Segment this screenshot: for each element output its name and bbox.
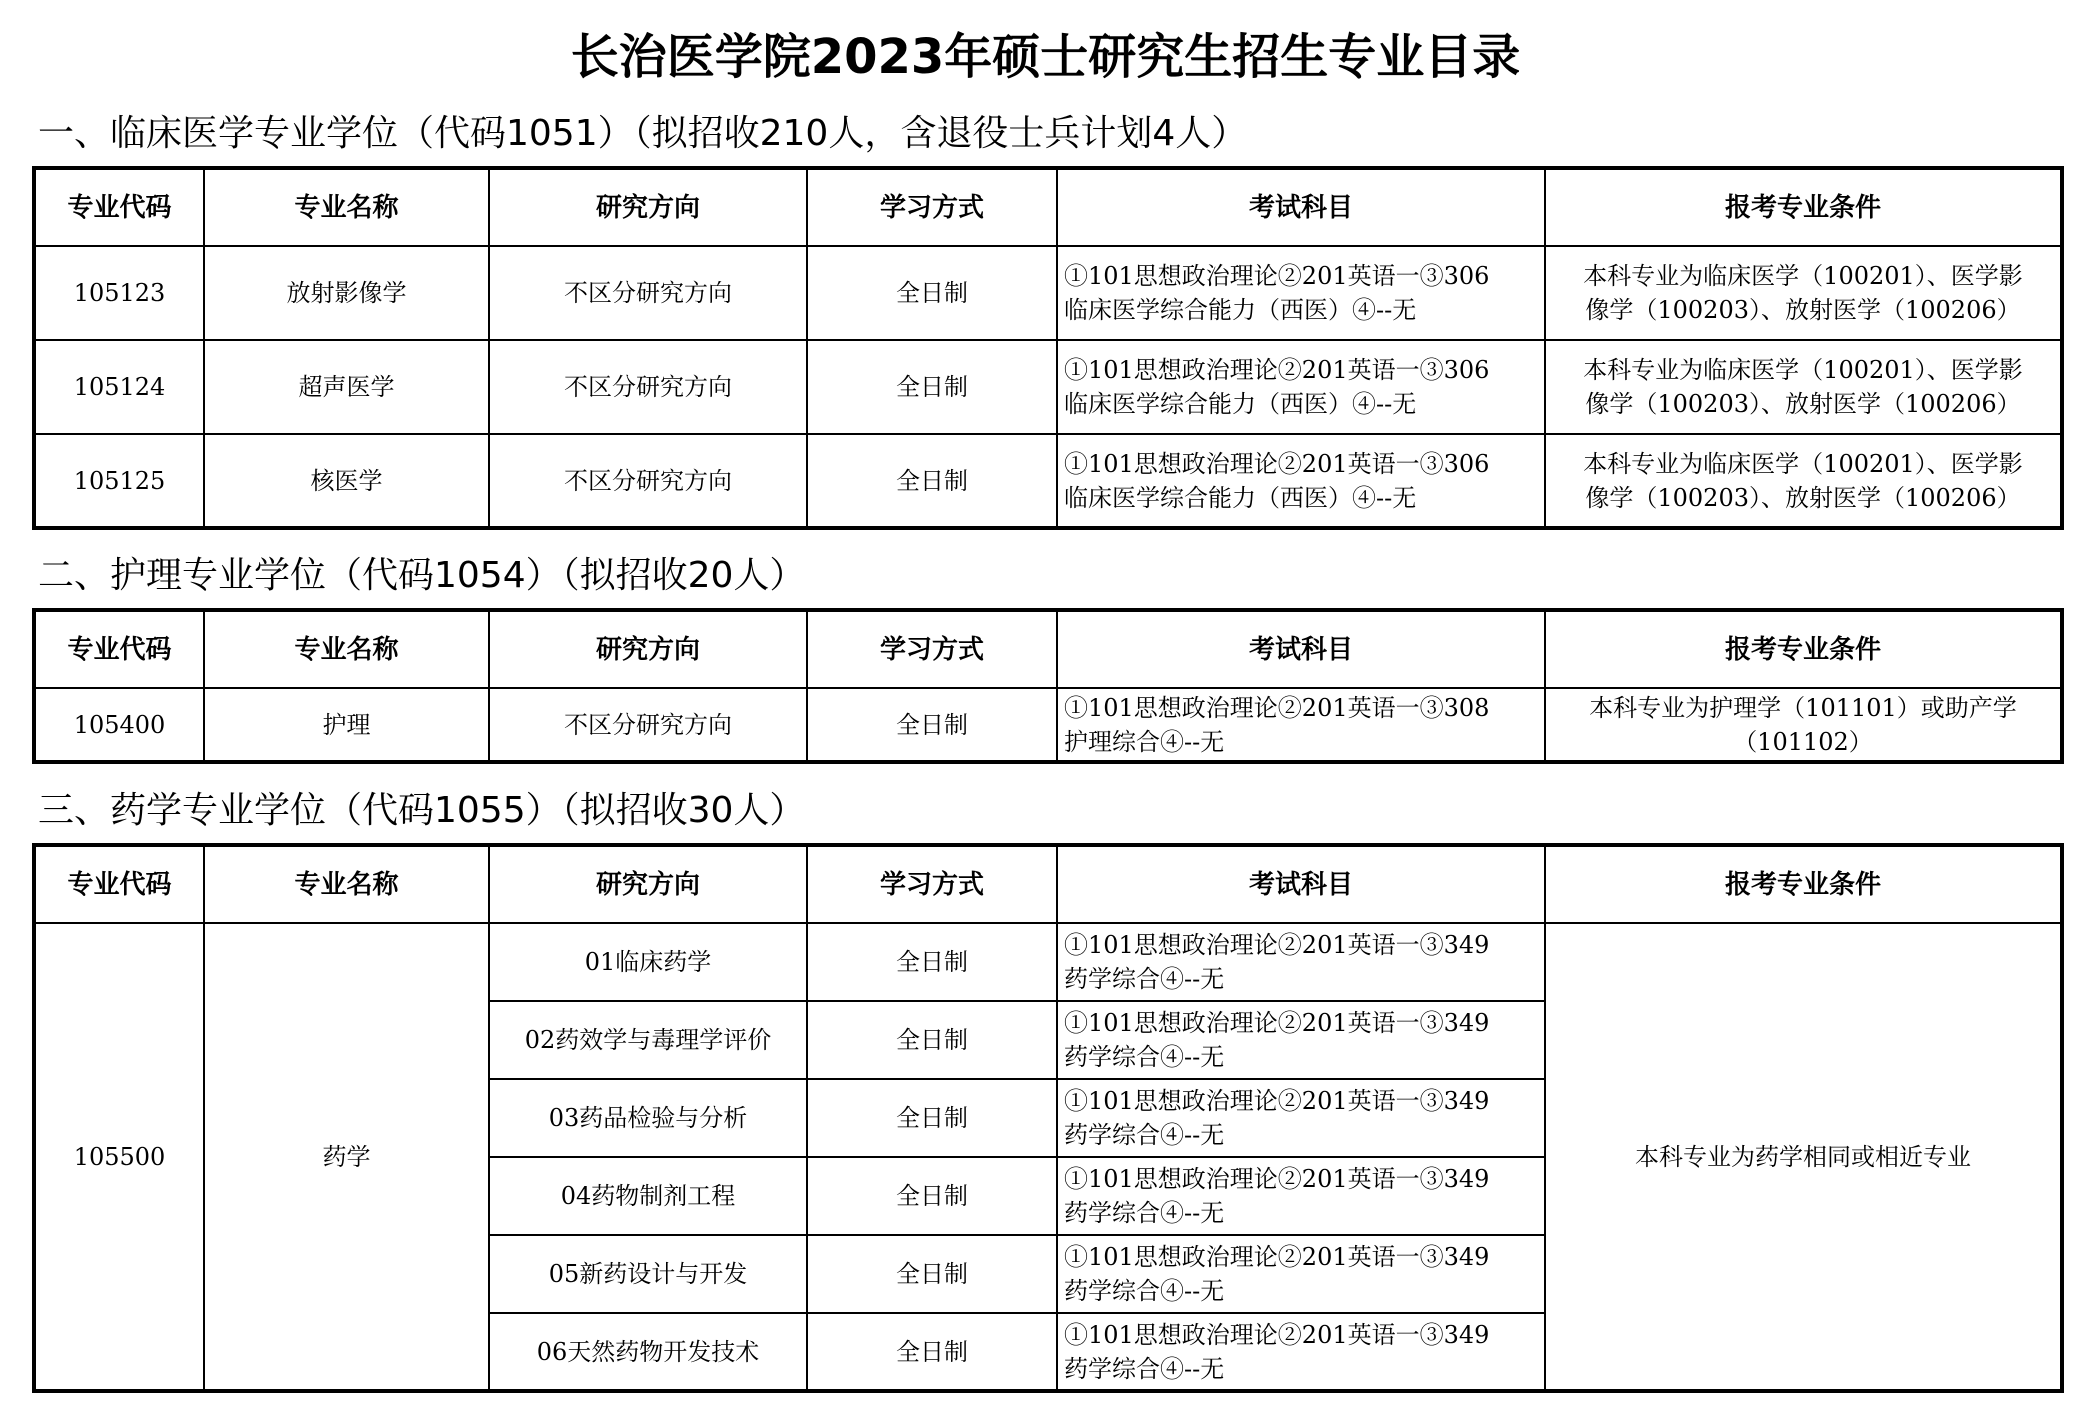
header-condition: 报考专业条件	[1545, 845, 2062, 923]
exam-line: ①101思想政治理论②201英语一③349	[1064, 1087, 1490, 1115]
cell-name: 放射影像学	[204, 246, 489, 340]
condition-line: 本科专业为临床医学（100201）、医学影	[1583, 262, 2023, 290]
header-condition: 报考专业条件	[1545, 168, 2062, 246]
table-row	[34, 923, 2062, 1001]
cell-exam	[1057, 1313, 1545, 1391]
cell-code: 105123	[34, 246, 204, 340]
exam-line: ①101思想政治理论②201英语一③349	[1064, 1165, 1490, 1193]
exam-line: 药学综合④--无	[1064, 1354, 1225, 1383]
header-code: 专业代码	[34, 610, 204, 688]
condition-line: 本科专业为临床医学（100201）、医学影	[1583, 449, 2023, 478]
exam-line: 临床医学综合能力（西医）④--无	[1064, 296, 1417, 324]
header-mode: 学习方式	[807, 610, 1057, 688]
exam-line: 临床医学综合能力（西医）④--无	[1064, 390, 1417, 418]
cell-direction: 03药品检验与分析	[489, 1079, 807, 1157]
exam-line: ①101思想政治理论②201英语一③306	[1064, 262, 1490, 290]
cell-exam	[1057, 1235, 1545, 1313]
cell-condition	[1545, 246, 2062, 340]
header-mode: 学习方式	[807, 168, 1057, 246]
cell-condition	[1545, 340, 2062, 434]
header-exam: 考试科目	[1057, 168, 1545, 246]
cell-name: 核医学	[204, 434, 489, 528]
condition-line: （101102）	[1733, 727, 1873, 756]
exam-line: ①101思想政治理论②201英语一③349	[1064, 1009, 1490, 1037]
header-name: 专业名称	[204, 845, 489, 923]
cell-direction: 04药物制剂工程	[489, 1157, 807, 1235]
cell-exam	[1057, 1001, 1545, 1079]
cell-exam	[1057, 1157, 1545, 1235]
cell-mode: 全日制	[807, 1157, 1057, 1235]
cell-name: 药学	[204, 923, 489, 1391]
section-heading-clinical: 一、临床医学专业学位（代码1051）（拟招收210人，含退役士兵计划4人）	[38, 113, 1248, 154]
header-name: 专业名称	[204, 610, 489, 688]
exam-line: 药学综合④--无	[1064, 965, 1225, 993]
table-row	[34, 434, 2062, 528]
condition-line: 本科专业为护理学（101101）或助产学	[1589, 693, 2017, 722]
exam-line: ①101思想政治理论②201英语一③306	[1064, 449, 1490, 478]
section-heading-pharmacy: 三、药学专业学位（代码1055）（拟招收30人）	[38, 790, 806, 831]
cell-direction: 不区分研究方向	[489, 434, 807, 528]
cell-name: 超声医学	[204, 340, 489, 434]
cell-direction: 05新药设计与开发	[489, 1235, 807, 1313]
condition-line: 本科专业为临床医学（100201）、医学影	[1583, 356, 2023, 384]
exam-line: ①101思想政治理论②201英语一③306	[1064, 356, 1490, 384]
header-code: 专业代码	[34, 168, 204, 246]
cell-condition	[1545, 688, 2062, 762]
exam-line: ①101思想政治理论②201英语一③349	[1064, 931, 1490, 959]
header-name: 专业名称	[204, 168, 489, 246]
cell-code: 105125	[34, 434, 204, 528]
cell-direction: 不区分研究方向	[489, 688, 807, 762]
header-direction: 研究方向	[489, 610, 807, 688]
table-pharmacy	[32, 843, 2064, 1393]
exam-line: ①101思想政治理论②201英语一③349	[1064, 1320, 1490, 1349]
condition-line: 像学（100203）、放射医学（100206）	[1585, 483, 2021, 512]
cell-exam	[1057, 1079, 1545, 1157]
header-code: 专业代码	[34, 845, 204, 923]
exam-line: 药学综合④--无	[1064, 1277, 1225, 1305]
table-row	[34, 246, 2062, 340]
exam-line: 药学综合④--无	[1064, 1121, 1225, 1149]
cell-mode: 全日制	[807, 923, 1057, 1001]
cell-direction: 06天然药物开发技术	[489, 1313, 807, 1391]
header-exam: 考试科目	[1057, 845, 1545, 923]
cell-exam	[1057, 688, 1545, 762]
cell-mode: 全日制	[807, 246, 1057, 340]
cell-exam	[1057, 340, 1545, 434]
cell-mode: 全日制	[807, 434, 1057, 528]
cell-exam	[1057, 923, 1545, 1001]
cell-mode: 全日制	[807, 688, 1057, 762]
exam-line: ①101思想政治理论②201英语一③349	[1064, 1243, 1490, 1271]
table-header-row	[34, 610, 2062, 688]
header-mode: 学习方式	[807, 845, 1057, 923]
condition-line: 像学（100203）、放射医学（100206）	[1585, 296, 2021, 324]
cell-name: 护理	[204, 688, 489, 762]
cell-mode: 全日制	[807, 1079, 1057, 1157]
table-clinical	[32, 166, 2064, 530]
table-nursing	[32, 608, 2064, 764]
table-header-row	[34, 168, 2062, 246]
exam-line: ①101思想政治理论②201英语一③308	[1064, 693, 1490, 722]
cell-condition	[1545, 434, 2062, 528]
cell-direction: 02药效学与毒理学评价	[489, 1001, 807, 1079]
cell-mode: 全日制	[807, 1001, 1057, 1079]
cell-direction: 01临床药学	[489, 923, 807, 1001]
cell-condition: 本科专业为药学相同或相近专业	[1545, 923, 2062, 1391]
table-row	[34, 688, 2062, 762]
table-row	[34, 340, 2062, 434]
cell-exam	[1057, 434, 1545, 528]
cell-direction: 不区分研究方向	[489, 246, 807, 340]
cell-mode: 全日制	[807, 1313, 1057, 1391]
header-direction: 研究方向	[489, 168, 807, 246]
page-title: 长治医学院2023年硕士研究生招生专业目录	[570, 29, 1521, 85]
exam-line: 药学综合④--无	[1064, 1043, 1225, 1071]
header-exam: 考试科目	[1057, 610, 1545, 688]
header-condition: 报考专业条件	[1545, 610, 2062, 688]
cell-direction: 不区分研究方向	[489, 340, 807, 434]
table-header-row	[34, 845, 2062, 923]
condition-line: 像学（100203）、放射医学（100206）	[1585, 390, 2021, 418]
cell-code: 105500	[34, 923, 204, 1391]
exam-line: 药学综合④--无	[1064, 1199, 1225, 1227]
cell-mode: 全日制	[807, 340, 1057, 434]
exam-line: 护理综合④--无	[1064, 727, 1225, 756]
cell-code: 105400	[34, 688, 204, 762]
exam-line: 临床医学综合能力（西医）④--无	[1064, 483, 1417, 512]
cell-code: 105124	[34, 340, 204, 434]
cell-exam	[1057, 246, 1545, 340]
section-heading-nursing: 二、护理专业学位（代码1054）（拟招收20人）	[38, 555, 806, 596]
cell-mode: 全日制	[807, 1235, 1057, 1313]
header-direction: 研究方向	[489, 845, 807, 923]
